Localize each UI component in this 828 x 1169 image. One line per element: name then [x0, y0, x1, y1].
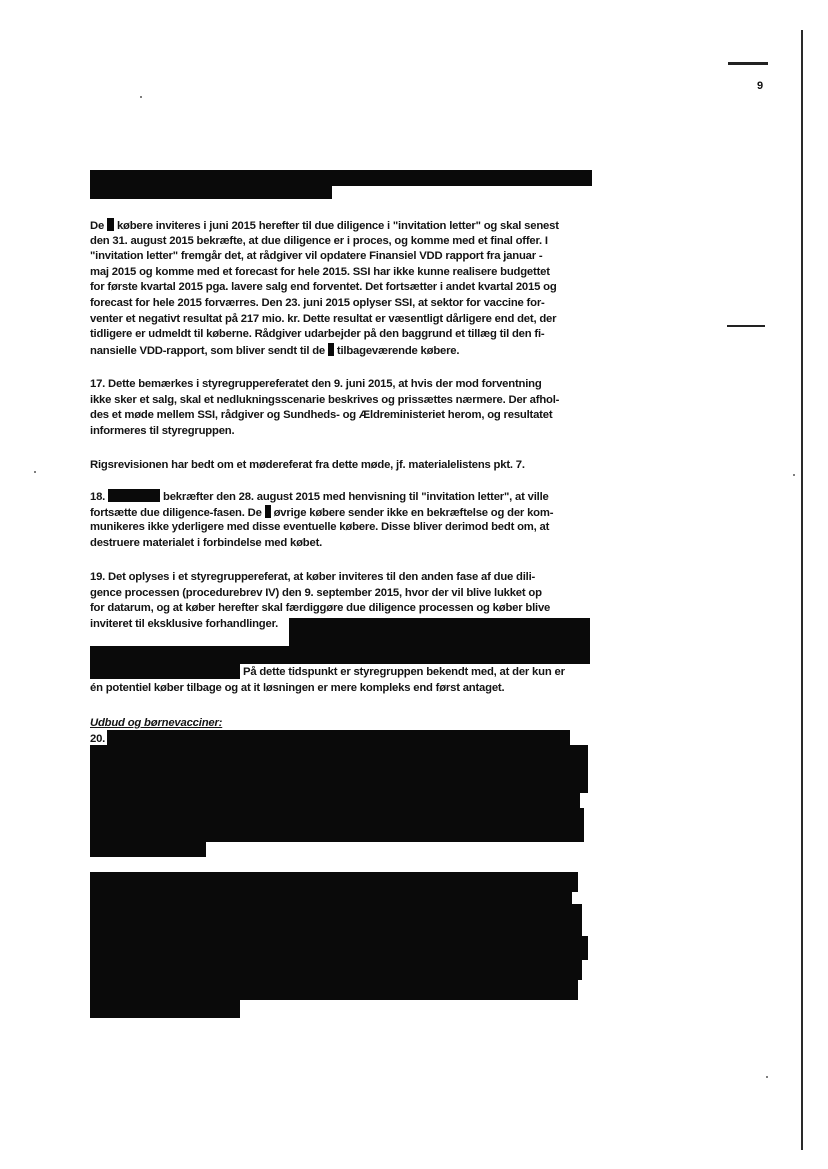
- text: De: [90, 220, 105, 232]
- text: fortsætte due diligence-fasen. De: [90, 506, 262, 519]
- redaction-block: [90, 998, 240, 1018]
- text: bekræfter den 28. august 2015 med henvisning til "invitation letter", at ville: [163, 491, 549, 503]
- margin-change-mark: [727, 325, 765, 327]
- text: 18.: [90, 491, 106, 503]
- paragraph-17: [90, 377, 592, 439]
- paragraph-note: [90, 458, 592, 474]
- text: købere inviteres i juni 2015 herefter til due diligence i "invitation letter" og skal senest: [116, 220, 559, 232]
- text-line: På dette tidspunkt er styregruppen bekendt med, at der kun er: [243, 666, 565, 678]
- text-line: munikeres ikke yderligere med disse eventuelle købere. Disse bliver derimod bedt om, at: [90, 521, 550, 534]
- scan-speck: [34, 471, 36, 473]
- page-number: 9: [757, 80, 764, 92]
- scan-speck: [766, 1076, 768, 1078]
- text-line: inviteret til eksklusive forhandlinger.: [90, 617, 279, 630]
- text-line: venter et negativt resultat på 217 mio. kr. Dette resultat er væsentligt dårligere end det, der: [90, 312, 557, 325]
- redaction-block: [90, 185, 332, 199]
- text: øvrige købere sender ikke en bekræftelse og der kom-: [273, 506, 554, 519]
- scan-speck: [793, 474, 795, 476]
- redaction-block: [90, 872, 578, 892]
- section-number: 20.: [90, 732, 106, 745]
- text-line: Rigsrevisionen har bedt om et mødereferat fra dette møde, jf. materialelistens pkt. 7.: [90, 459, 525, 471]
- redaction-block: [90, 978, 578, 1000]
- redaction-block: [90, 958, 582, 980]
- text-line: tidligere er udmeldt til køberne. Rådgiver udarbejder på den baggrund et tillæg til den fi-: [90, 328, 545, 341]
- redaction-block: [90, 904, 582, 938]
- text-line: for datarum, og at køber herefter skal færdiggøre due diligence processen og køber blive: [90, 602, 551, 615]
- redaction-block: [90, 936, 588, 960]
- text-line: for første kvartal 2015 pga. lavere salg end forventet. Det fortsætter i andet kvartal 2015 og: [90, 281, 557, 294]
- text-line: forecast for hele 2015 forværres. Den 23. juni 2015 oplyser SSI, at sektor for vaccine for-: [90, 296, 545, 309]
- redaction-block: [90, 745, 588, 793]
- text-line: "invitation letter" fremgår det, at rådgiver vil opdatere Finansiel VDD rapport fra januar -: [90, 250, 543, 263]
- redaction-block: [90, 840, 206, 857]
- redaction-inline: [107, 218, 114, 231]
- text-line: 17. Dette bemærkes i styregruppereferatet den 9. juni 2015, at hvis der mod forventning: [90, 378, 542, 390]
- text-line: 19. Det oplyses i et styregruppereferat, at køber inviteres til den anden fase af due dili-: [90, 571, 536, 583]
- redaction-inline: [328, 343, 334, 356]
- redaction-inline: [265, 505, 271, 518]
- text-line: den 31. august 2015 bekræfte, at due diligence er i proces, og komme med et final offer. I: [90, 234, 548, 247]
- text-line: des et møde mellem SSI, rådgiver og Sundheds- og Ældreministeriet herom, og resultatet: [90, 409, 553, 422]
- text-line: gence processen (procedurebrev IV) den 9. september 2015, hvor der vil blive lukket op: [90, 586, 542, 599]
- scan-speck: [140, 96, 142, 98]
- margin-change-mark: [728, 62, 768, 65]
- paragraph-18: [90, 489, 592, 551]
- text: nansielle VDD-rapport, som bliver sendt til de: [90, 344, 325, 357]
- redaction-inline: [108, 489, 160, 502]
- redaction-block: [90, 170, 592, 186]
- paragraph-19-cont: [90, 665, 600, 696]
- redaction-block: [107, 730, 570, 746]
- text: tilbageværende købere.: [336, 344, 460, 357]
- text-line: destruere materialet i forbindelse med købet.: [90, 536, 323, 549]
- right-margin-rule: [801, 30, 803, 1150]
- heading-text: Udbud og børnevacciner:: [90, 717, 223, 729]
- redaction-block: [90, 808, 584, 842]
- text-line: én potentiel køber tilbage og at it løsningen er mere kompleks end først antaget.: [90, 681, 505, 694]
- paragraph-1: [90, 218, 592, 358]
- text-line: maj 2015 og komme med et forecast for hele 2015. SSI har ikke kunne realisere budgettet: [90, 265, 550, 278]
- text-line: ikke sker et salg, skal et nedlukningsscenarie beskrives og prissættes nærmere. Der afhol-: [90, 393, 560, 406]
- text-line: informeres til styregruppen.: [90, 424, 235, 437]
